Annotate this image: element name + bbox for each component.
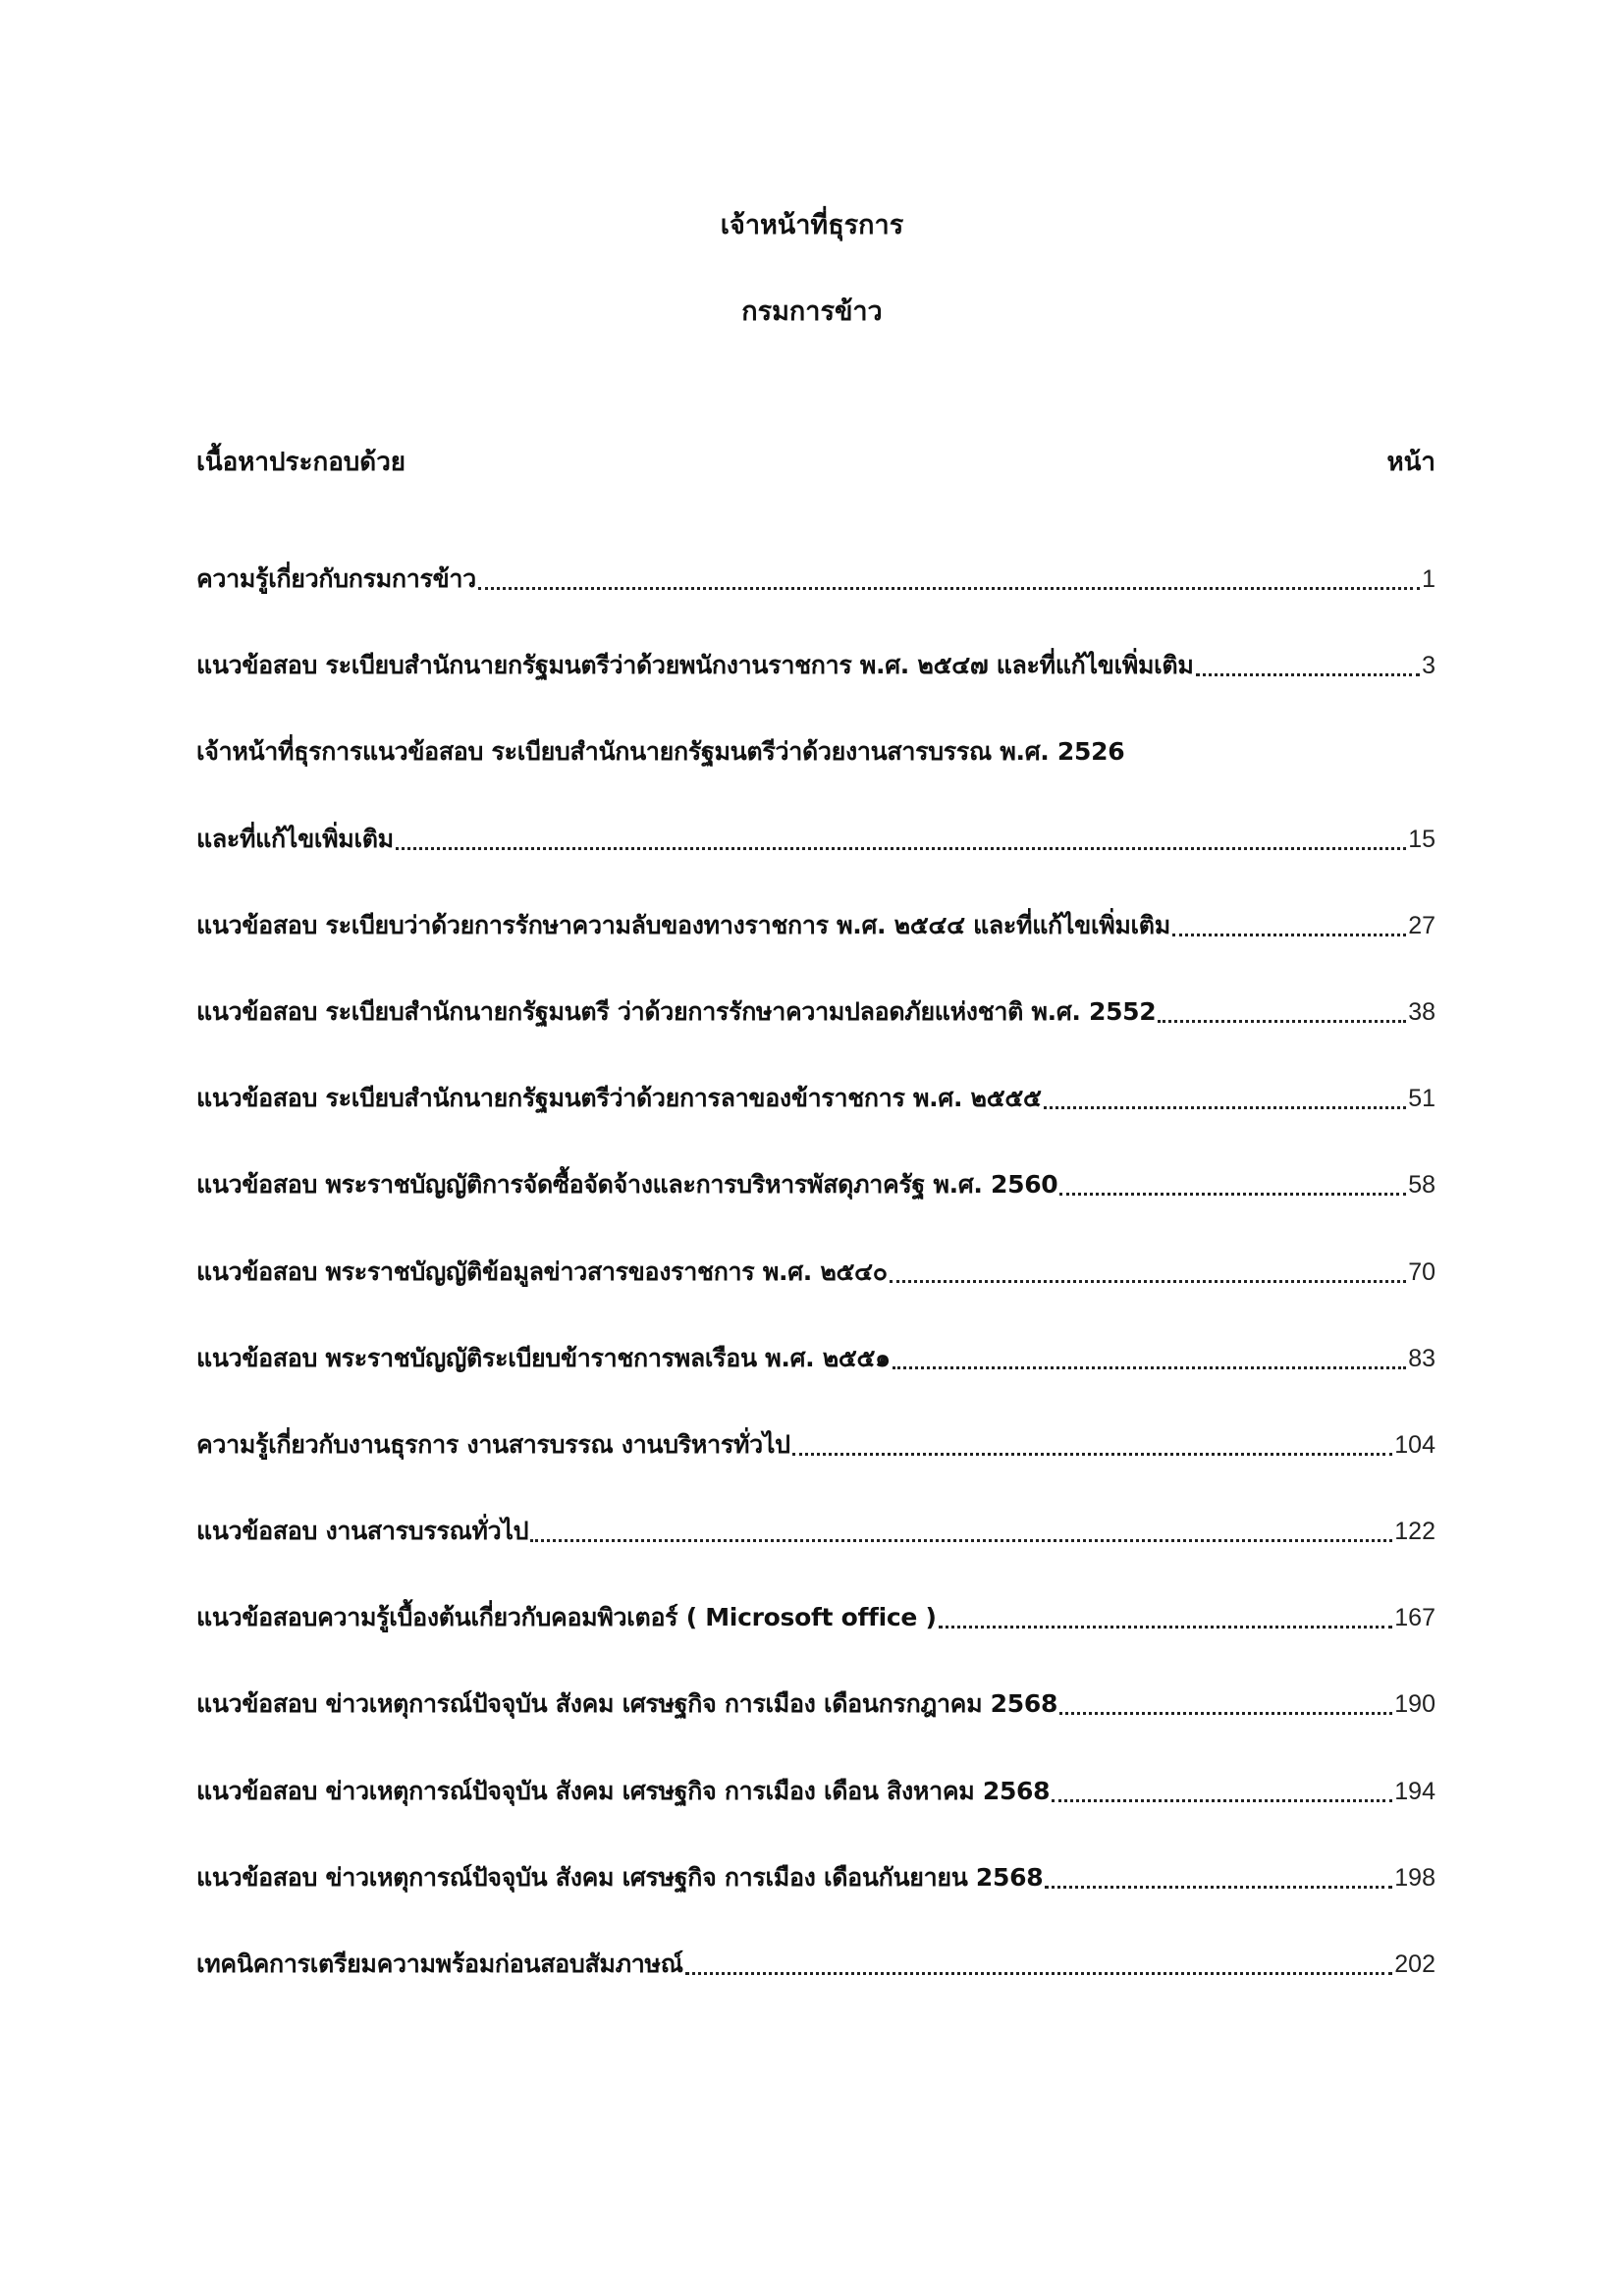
toc-header-contents-label: เนื้อหาประกอบด้วย xyxy=(196,447,406,477)
toc-entry xyxy=(196,558,1435,644)
toc-entry-page: 58 xyxy=(1408,1171,1435,1200)
toc-entry-title: แนวข้อสอบ ระเบียบว่าด้วยการรักษาความลับของทางราชการ พ.ศ. ๒๕๔๔ และที่แก้ไขเพิ่มเติม xyxy=(196,910,1170,939)
toc-entry xyxy=(196,818,1435,904)
dot-leader xyxy=(1044,1077,1407,1120)
toc-entry-title: แนวข้อสอบ พระราชบัญญัติระเบียบข้าราชการพลเรือน พ.ศ. ๒๕๕๑ xyxy=(196,1343,891,1372)
toc-header xyxy=(196,442,1435,481)
toc-entry-title: แนวข้อสอบ ระเบียบสำนักนายกรัฐมนตรีว่าด้วยพนักงานราชการ พ.ศ. ๒๕๔๗ และที่แก้ไขเพิ่มเติม xyxy=(196,651,1194,680)
toc-entry-title: แนวข้อสอบ ระเบียบสำนักนายกรัฐมนตรี ว่าด้วยการรักษาความปลอดภัยแห่งชาติ พ.ศ. 2552 xyxy=(196,996,1157,1026)
toc-entry-title: เทคนิคการเตรียมความพร้อมก่อนสอบสัมภาษณ์ xyxy=(196,1949,683,1978)
dot-leader xyxy=(1059,1682,1392,1726)
toc-entry-page: 70 xyxy=(1408,1257,1435,1286)
toc-entry xyxy=(196,1163,1435,1250)
toc-entry-page: 190 xyxy=(1394,1690,1435,1719)
table-of-contents xyxy=(196,558,1435,2029)
toc-entry xyxy=(196,1337,1435,1423)
toc-entry-page: 198 xyxy=(1394,1863,1435,1892)
dot-leader xyxy=(685,1943,1393,1986)
toc-entry-title: แนวข้อสอบ พระราชบัญญัติข้อมูลข่าวสารของราชการ พ.ศ. ๒๕๔๐ xyxy=(196,1256,888,1286)
toc-header-page-label: หน้า xyxy=(1386,447,1435,477)
toc-entry xyxy=(196,644,1435,730)
toc-entry-page: 167 xyxy=(1394,1604,1435,1632)
toc-entry-title: และที่แก้ไขเพิ่มเติม xyxy=(196,824,394,853)
toc-entry xyxy=(196,1682,1435,1769)
toc-entry xyxy=(196,1251,1435,1337)
dot-leader xyxy=(1059,1163,1406,1206)
toc-entry xyxy=(196,1596,1435,1682)
toc-entry-page: 38 xyxy=(1408,997,1435,1026)
toc-entry xyxy=(196,990,1435,1077)
toc-entry-title: แนวข้อสอบ พระราชบัญญัติการจัดซื้อจัดจ้างและการบริหารพัสดุภาครัฐ พ.ศ. 2560 xyxy=(196,1170,1058,1200)
toc-entry xyxy=(196,904,1435,990)
dot-leader xyxy=(530,1510,1392,1553)
toc-entry-page: 51 xyxy=(1408,1085,1435,1113)
dot-leader xyxy=(1045,1856,1392,1899)
document-title: เจ้าหน้าที่ธุรการ xyxy=(720,210,904,240)
document-subtitle: กรมการข้าว xyxy=(741,296,883,327)
toc-entry xyxy=(196,1856,1435,1943)
dot-leader xyxy=(1126,730,1434,774)
toc-entry xyxy=(196,1423,1435,1510)
dot-leader xyxy=(396,818,1406,861)
toc-entry-page: 15 xyxy=(1408,825,1435,853)
toc-entry xyxy=(196,730,1435,817)
dot-leader xyxy=(1158,990,1406,1034)
toc-entry-title: แนวข้อสอบ ระเบียบสำนักนายกรัฐมนตรีว่าด้วยการลาของข้าราชการ พ.ศ. ๒๕๕๕ xyxy=(196,1084,1042,1113)
toc-entry-title: แนวข้อสอบความรู้เบื้องต้นเกี่ยวกับคอมพิวเตอร์ ( Microsoft office ) xyxy=(196,1603,937,1632)
toc-entry-page: 27 xyxy=(1408,911,1435,939)
dot-leader xyxy=(1052,1770,1392,1813)
toc-entry-title: เจ้าหน้าที่ธุรการแนวข้อสอบ ระเบียบสำนักนายกรัฐมนตรีว่าด้วยงานสารบรรณ พ.ศ. 2526 xyxy=(196,737,1125,767)
toc-entry-page: 122 xyxy=(1394,1518,1435,1546)
toc-entry-title: แนวข้อสอบ ข่าวเหตุการณ์ปัจจุบัน สังคม เศรษฐกิจ การเมือง เดือนกรกฎาคม 2568 xyxy=(196,1689,1058,1719)
toc-entry-title: แนวข้อสอบ ข่าวเหตุการณ์ปัจจุบัน สังคม เศรษฐกิจ การเมือง เดือน สิงหาคม 2568 xyxy=(196,1776,1051,1805)
dot-leader xyxy=(1172,904,1406,947)
toc-entry xyxy=(196,1943,1435,2029)
toc-entry-page: 202 xyxy=(1394,1950,1435,1978)
toc-entry-title: แนวข้อสอบ ข่าวเหตุการณ์ปัจจุบัน สังคม เศรษฐกิจ การเมือง เดือนกันยายน 2568 xyxy=(196,1862,1044,1892)
toc-entry xyxy=(196,1077,1435,1163)
toc-entry xyxy=(196,1510,1435,1596)
toc-entry-page: 104 xyxy=(1394,1430,1435,1459)
toc-entry xyxy=(196,1770,1435,1856)
toc-entry-page: 194 xyxy=(1394,1777,1435,1805)
dot-leader xyxy=(890,1251,1406,1294)
toc-entry-title: ความรู้เกี่ยวกับกรมการข้าว xyxy=(196,564,476,593)
toc-entry-page: 1 xyxy=(1422,565,1435,593)
dot-leader xyxy=(939,1596,1393,1639)
dot-leader xyxy=(478,558,1420,601)
toc-entry-title: ความรู้เกี่ยวกับงานธุรการ งานสารบรรณ งานบริหารทั่วไป xyxy=(196,1429,790,1459)
toc-entry-title: แนวข้อสอบ งานสารบรรณทั่วไป xyxy=(196,1517,529,1546)
toc-entry-page: 3 xyxy=(1422,652,1435,680)
toc-entry-page: 83 xyxy=(1408,1344,1435,1372)
dot-leader xyxy=(893,1337,1406,1380)
dot-leader xyxy=(1196,644,1421,687)
dot-leader xyxy=(792,1423,1393,1467)
